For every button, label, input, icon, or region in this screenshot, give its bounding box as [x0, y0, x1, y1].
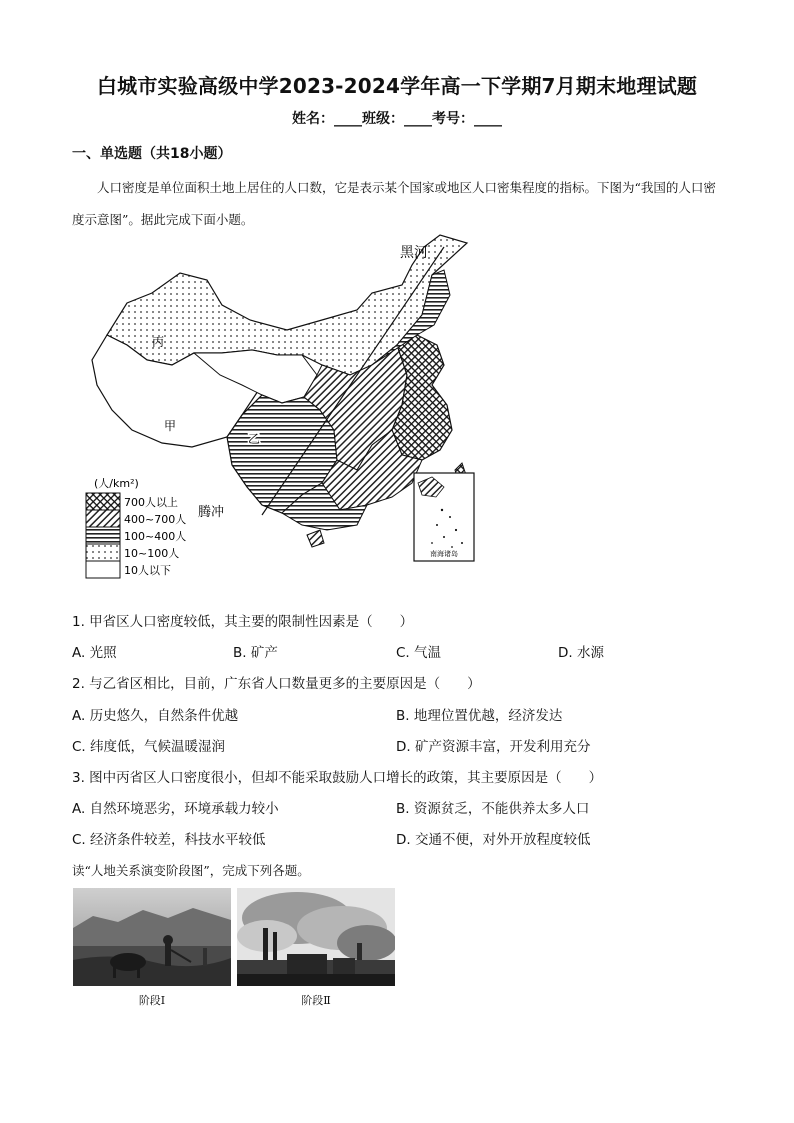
legend-label-10-100: 10~100人	[124, 547, 180, 560]
intro-paragraph: 人口密度是单位面积土地上居住的人口数，它是表示某个国家或地区人口密集程度的指标。下图为“我国的人口密度示意图”。据此完成下面小题。	[72, 180, 716, 227]
question-2-stem: 2. 与乙省区相比，目前，广东省人口数量更多的主要原因是（ ）	[72, 676, 481, 692]
question-2-option-d[interactable]: D. 矿产资源丰富，开发利用充分	[396, 739, 591, 755]
legend-swatch-under-10	[86, 561, 120, 578]
map-label-jia: 甲	[164, 419, 177, 433]
student-info: 姓名：____班级：____考号：____	[292, 111, 502, 127]
question-1-option-a[interactable]: A. 光照	[72, 645, 117, 661]
region-hainan	[307, 530, 324, 547]
population-density-map	[72, 225, 492, 595]
stage-1-photo	[73, 888, 231, 986]
legend-unit: (人/km²)	[94, 477, 139, 490]
legend-swatch-700-plus	[86, 493, 120, 510]
legend-label-under-10: 10人以下	[124, 564, 171, 577]
stage-1-caption: 阶段Ⅰ	[138, 994, 166, 1007]
intro-paragraph-2: 读“人地关系演变阶段图”，完成下列各题。	[72, 863, 310, 878]
section-heading: 一、单选题（共18小题）	[72, 146, 232, 162]
question-3-option-b[interactable]: B. 资源贫乏，不能供养太多人口	[396, 801, 590, 817]
stage-2-caption: 阶段Ⅱ	[301, 994, 331, 1007]
legend-label-700-plus: 700人以上	[124, 496, 178, 509]
question-1-option-d[interactable]: D. 水源	[558, 645, 604, 661]
question-2-option-a[interactable]: A. 历史悠久，自然条件优越	[72, 708, 239, 724]
page-title: 白城市实验高级中学2023-2024学年高一下学期7月期末地理试题	[96, 74, 698, 98]
question-1-stem: 1. 甲省区人口密度较低，其主要的限制性因素是（ ）	[72, 614, 414, 630]
legend-swatch-10-100	[86, 544, 120, 561]
question-2-option-c[interactable]: C. 纬度低，气候温暖湿润	[72, 739, 226, 755]
nanhai-label: 南海诸岛	[430, 550, 458, 558]
question-3-option-c[interactable]: C. 经济条件较差，科技水平较低	[72, 832, 266, 848]
legend-swatch-400-700	[86, 510, 120, 527]
map-label-heihe: 黑河	[400, 245, 428, 261]
question-2-option-b[interactable]: B. 地理位置优越，经济发达	[396, 708, 563, 724]
legend-label-100-400: 100~400人	[124, 530, 187, 543]
question-1-option-b[interactable]: B. 矿产	[233, 645, 278, 661]
map-label-tengchong: 腾冲	[198, 505, 225, 520]
question-3-option-a[interactable]: A. 自然环境恶劣，环境承载力较小	[72, 801, 279, 817]
map-label-bing: 丙	[152, 335, 165, 349]
legend	[86, 493, 186, 578]
legend-label-400-700: 400~700人	[124, 513, 187, 526]
stage-2-photo	[237, 888, 395, 986]
question-3-option-d[interactable]: D. 交通不便，对外开放程度较低	[396, 832, 591, 848]
legend-swatch-100-400	[86, 527, 120, 544]
map-label-yi: 乙	[248, 432, 261, 446]
question-1-option-c[interactable]: C. 气温	[396, 645, 442, 661]
question-3-stem: 3. 图中丙省区人口密度很小，但却不能采取鼓励人口增长的政策，其主要原因是（ ）	[72, 770, 603, 786]
